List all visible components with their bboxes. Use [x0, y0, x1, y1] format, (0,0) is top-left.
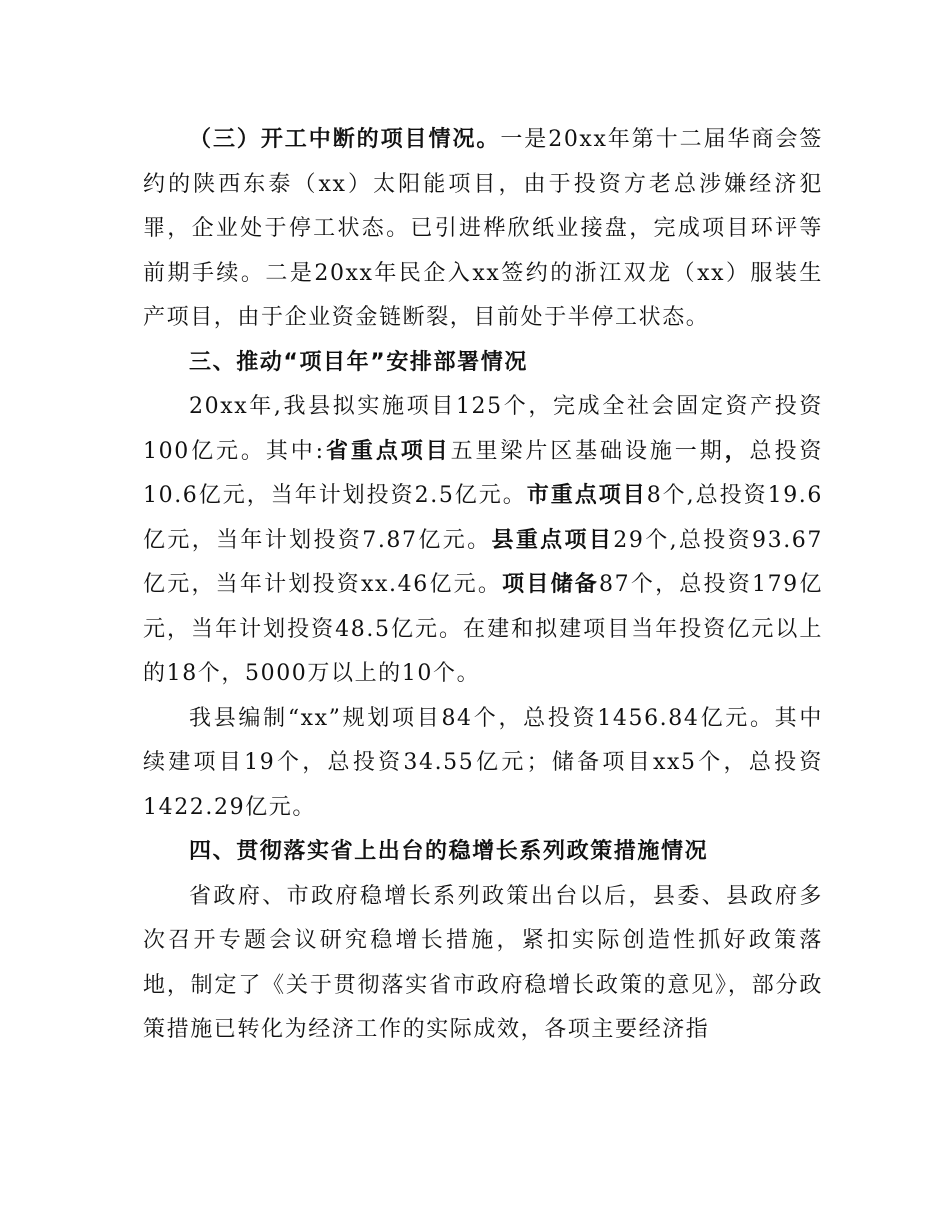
paragraph-text: 29个,总投资93.67亿元，当年计划投资xx.46亿元。 — [143, 527, 823, 597]
paragraph-text: 8个,总投资19.6亿元，当年计划投资7.87亿元。 — [143, 483, 823, 553]
paragraph-text: 五里梁片区基础设施一期 — [450, 438, 725, 464]
section-lead-title: （三）开工中断的项目情况。 — [189, 127, 501, 152]
bold-term-county: 县重点项目 — [491, 527, 614, 553]
bold-term-provincial: 省重点项目 — [324, 438, 451, 464]
paragraph-text: 总投资10.6亿元，当年计划投资2.5亿元。 — [143, 438, 823, 508]
paragraph-policy-measures: 省政府、市政府稳增长系列政策出台以后，县委、县政府多次召开专题会议研究稳增长措施，紧扣实际创造性抓好政策落地，制定了《关于贯彻落实省市政府稳增长政策的意见》，部分政策措施已转化为经济工作的实际成效，各项主要经济指 — [143, 883, 823, 1042]
document-body — [143, 118, 823, 1053]
bold-term-reserve: 项目储备 — [502, 572, 600, 597]
paragraph-project-plan — [143, 385, 823, 697]
bold-term-municipal: 市重点项目 — [526, 483, 647, 508]
paragraph-text: 一是20xx年第十二届华商会签约的陕西东泰（xx）太阳能项目，由于投资方老总涉嫌经济犯罪，企业处于停工状态。已引进桦欣纸业接盘，完成项目环评等前期手续。二是20xx年民企入xx签约的浙江双龙（xx）服装生产项目，由于企业资金链断裂，目前处于半停工状态。 — [143, 127, 823, 330]
bold-punctuation: ， — [724, 438, 750, 464]
paragraph-stalled-projects — [143, 118, 823, 341]
section-heading-4: 四、贯彻落实省上出台的稳增长系列政策措施情况 — [189, 839, 709, 864]
paragraph-planning-projects: 我县编制“xx”规划项目84个，总投资1456.84亿元。其中续建项目19个，总投资34.55亿元；储备项目xx5个，总投资1422.29亿元。 — [143, 705, 823, 820]
section-heading-3: 三、推动“项目年”安排部署情况 — [189, 349, 528, 375]
paragraph-text: 87个，总投资179亿元，当年计划投资48.5亿元。在建和拟建项目当年投资亿元以上的18个，5000万以上的10个。 — [143, 572, 823, 686]
paragraph-text: 20xx年,我县拟实施项目125个，完成全社会固定资产投资100亿元。其中: — [143, 394, 823, 464]
